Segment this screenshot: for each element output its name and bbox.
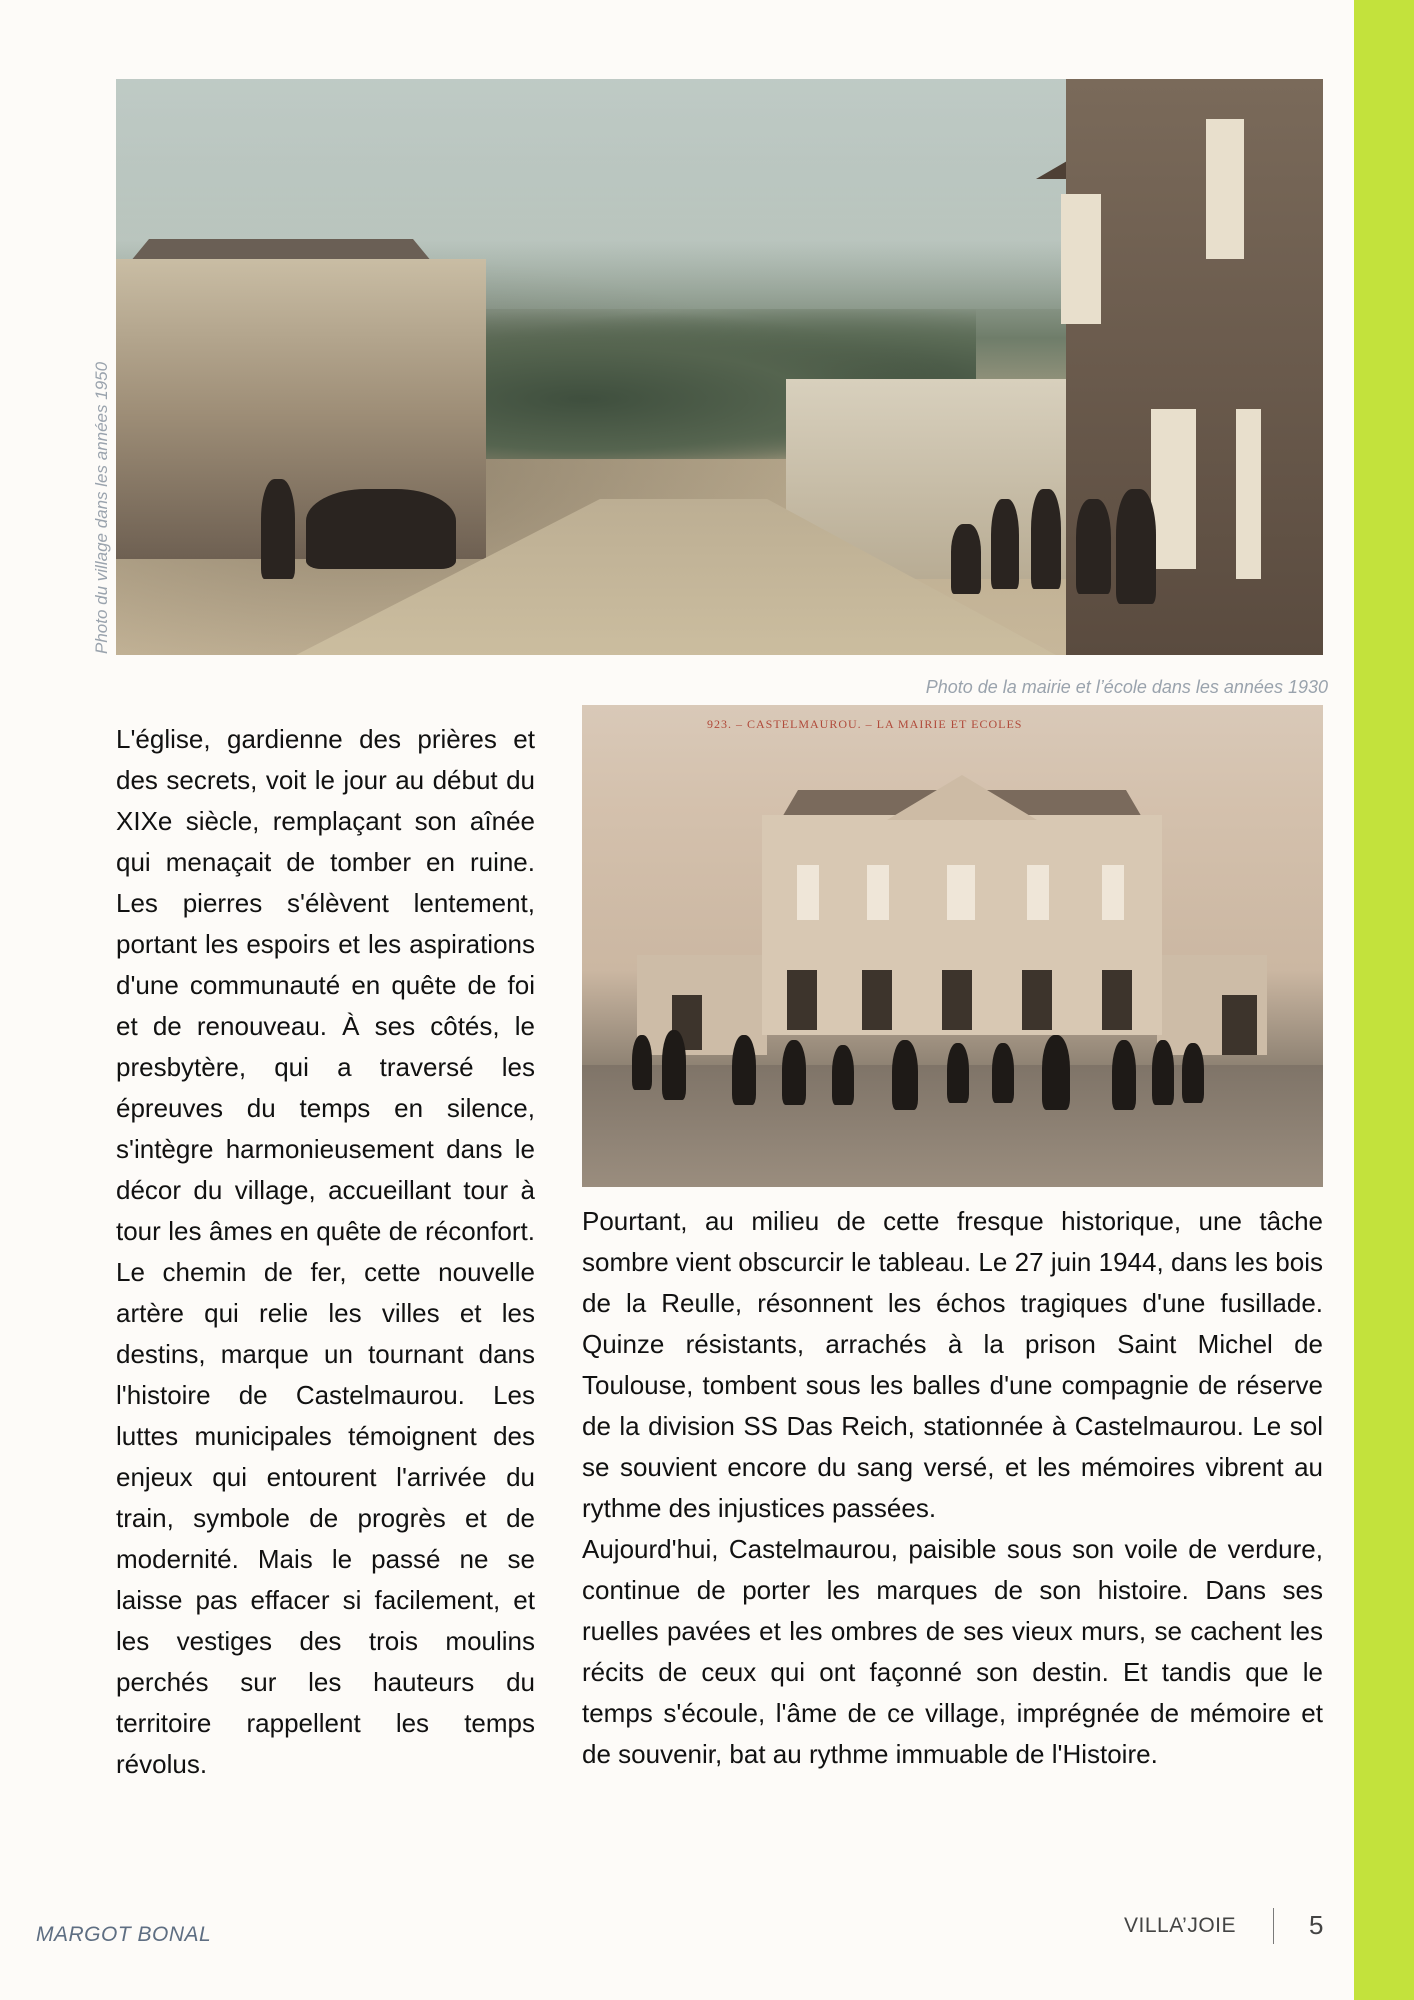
mairie-photo [582,705,1323,1187]
photo-child [1042,1035,1070,1110]
photo-person [991,499,1019,589]
photo-child [782,1040,806,1105]
photo-door [1222,995,1257,1055]
photo-shutter [1206,119,1244,259]
accent-side-bar [1354,0,1414,2000]
photo-child [832,1045,854,1105]
photo-shutter [1236,409,1261,579]
photo-window [947,865,975,920]
photo-window [797,865,819,920]
photo-child [632,1035,652,1090]
mairie-photo-caption: Photo de la mairie et l’école dans les années 1930 [925,677,1328,697]
article-paragraph: Aujourd'hui, Castelmaurou, paisible sous son voile de verdure, continue de porter les marques de son histoire. Dans ses ruelles pavées et les ombres de ses vieux murs, se cachent les récits de ceux qui ont façonné son destin. Et tandis que le temps s'écoule, l'âme de ce village, imprégnée de mémoire et de souvenir, bat au rythme immuable de l'Histoire. [582,1534,1323,1769]
photo-child [947,1043,969,1103]
photo-child [1112,1040,1136,1110]
footer-magazine-name: VILLA’JOIE [1124,1914,1236,1937]
photo-child [892,1040,918,1110]
photo-window [1022,970,1052,1030]
photo-child [1152,1040,1174,1105]
photo-shutter [1061,194,1101,324]
footer-author: MARGOT BONAL [36,1923,212,1946]
photo-window [942,970,972,1030]
photo-person [1076,499,1111,594]
photo-person [1116,489,1156,604]
photo-child [951,524,981,594]
article-paragraph: Pourtant, au milieu de cette fresque historique, une tâche sombre vient obscurcir le tableau. Le 27 juin 1944, dans les bois de la Reulle, résonnent les échos tragiques d'une fusillade. Quinze résistants, arrachés à la prison Saint Michel de Toulouse, tombent sous les balles d'une compagnie de réserve de la division SS Das Reich, stationnée à Castelmaurou. Le sol se souvient encore du sang versé, et les mémoires vibrent au rythme des injustices passées. [582,1206,1323,1523]
photo-oxen [306,489,456,569]
village-photo [116,79,1323,655]
photo-window [1102,865,1124,920]
photo-person [261,479,295,579]
photo-child [732,1035,756,1105]
postcard-title: 923. – CASTELMAUROU. – LA MAIRIE ET ECOLES [707,717,1023,731]
village-photo-caption: Photo du village dans les années 1950 [92,361,111,654]
photo-child [1182,1043,1204,1103]
photo-window [1102,970,1132,1030]
photo-window [787,970,817,1030]
page-number: 5 [1309,1910,1324,1940]
photo-window [867,865,889,920]
photo-child [992,1043,1014,1103]
photo-window [1027,865,1049,920]
footer-divider [1273,1908,1274,1944]
article-right-column [582,1201,1323,1775]
article-left-column [116,719,535,1785]
photo-person [1031,489,1061,589]
photo-window [862,970,892,1030]
article-paragraph: L'église, gardienne des prières et des secrets, voit le jour au début du XIXe siècle, remplaçant son aînée qui menaçait de tomber en ruine. Les pierres s'élèvent lentement, portant les espoirs et les aspirations d'une communauté en quête de foi et de renouveau. À ses côtés, le presbytère, qui a traversé les épreuves du temps en silence, s'intègre harmonieusement dans le décor du village, accueillant tour à tour les âmes en quête de réconfort. Le chemin de fer, cette nouvelle artère qui relie les villes et les destins, marque un tournant dans l'histoire de Castelmaurou. Les luttes municipales témoignent des enjeux qui entourent l'arrivée du train, symbole de progrès et de modernité. Mais le passé ne se laisse pas effacer si facilement, et les vestiges des trois moulins perchés sur les hauteurs du territoire rappellent les temps révolus. [116,724,535,1779]
photo-child [662,1030,686,1100]
photo-shutter [1151,409,1196,569]
